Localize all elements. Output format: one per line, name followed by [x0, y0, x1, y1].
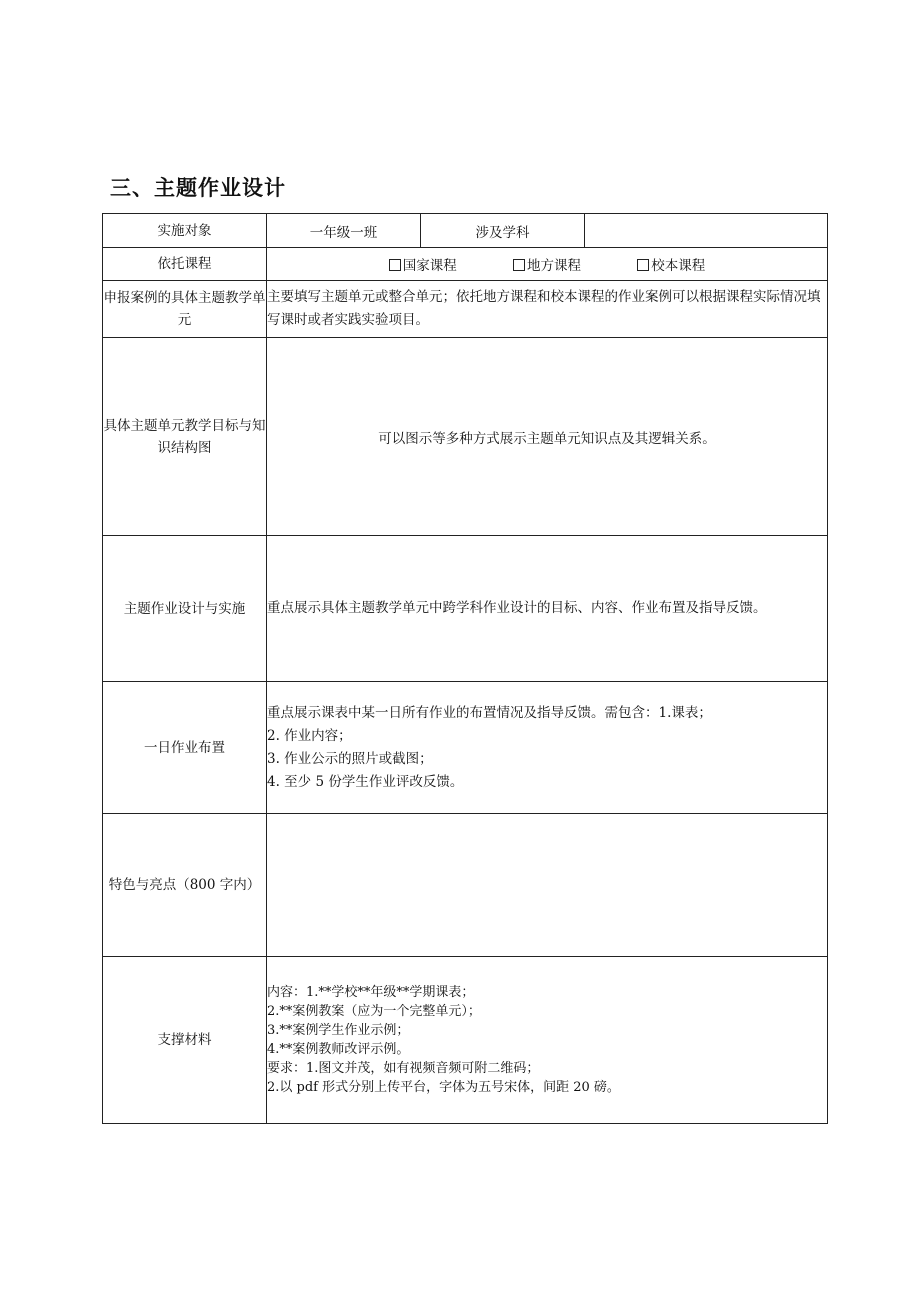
- row-unit: [103, 281, 828, 338]
- materials-line: 内容：1.**学校**年级**学期课表；: [267, 985, 475, 1000]
- row-materials: [103, 957, 828, 1124]
- materials-line: 2.**案例教案（应为一个完整单元）；: [267, 1004, 481, 1019]
- daily-text: [267, 682, 828, 814]
- materials-line: 3.**案例学生作业示例；: [267, 1023, 410, 1038]
- row-target: [103, 214, 828, 248]
- assignment-design-form: [102, 213, 828, 1124]
- target-label: 实施对象: [103, 214, 267, 248]
- unit-label: 申报案例的具体主题教学单元: [103, 281, 267, 338]
- daily-line: 2. 作业内容；: [267, 727, 352, 744]
- row-features: [103, 814, 828, 957]
- daily-line: 3. 作业公示的照片或截图；: [267, 750, 433, 767]
- materials-text: [267, 957, 828, 1124]
- row-design: [103, 536, 828, 682]
- goals-label: 具体主题单元教学目标与知识结构图: [103, 338, 267, 536]
- unit-text: 主要填写主题单元或整合单元；依托地方课程和校本课程的作业案例可以根据课程实际情况填写课时或者实践实验项目。: [267, 281, 828, 338]
- row-goals: [103, 338, 828, 536]
- materials-line: 2.以 pdf 形式分别上传平台，字体为五号宋体，间距 20 磅。: [267, 1080, 620, 1095]
- daily-line: 重点展示课表中某一日所有作业的布置情况及指导反馈。需包含：1.课表；: [267, 704, 712, 721]
- materials-line: 4.**案例教师改评示例。: [267, 1042, 410, 1057]
- goals-text: 可以图示等多种方式展示主题单元知识点及其逻辑关系。: [267, 338, 828, 536]
- course-label: 依托课程: [103, 248, 267, 281]
- target-value: 一年级一班: [267, 214, 421, 248]
- features-label: 特色与亮点（800 字内）: [103, 814, 267, 957]
- checkbox-icon: [389, 259, 401, 271]
- materials-line: 要求：1.图文并茂，如有视频音频可附二维码；: [267, 1061, 540, 1076]
- subject-label: 涉及学科: [421, 214, 585, 248]
- course-option-national[interactable]: 国家课程: [389, 254, 457, 274]
- design-label: 主题作业设计与实施: [103, 536, 267, 682]
- course-options: [267, 248, 828, 281]
- features-text: [267, 814, 828, 957]
- materials-label: 支撑材料: [103, 957, 267, 1124]
- checkbox-icon: [637, 259, 649, 271]
- course-option-local[interactable]: 地方课程: [513, 254, 581, 274]
- subject-value: [585, 214, 828, 248]
- section-title: 三、主题作业设计: [110, 176, 286, 200]
- design-text: 重点展示具体主题教学单元中跨学科作业设计的目标、内容、作业布置及指导反馈。: [267, 536, 828, 682]
- daily-line: 4. 至少 5 份学生作业评改反馈。: [267, 773, 464, 790]
- daily-label: 一日作业布置: [103, 682, 267, 814]
- row-daily: [103, 682, 828, 814]
- course-option-school[interactable]: 校本课程: [637, 254, 705, 274]
- checkbox-icon: [513, 259, 525, 271]
- row-course: [103, 248, 828, 281]
